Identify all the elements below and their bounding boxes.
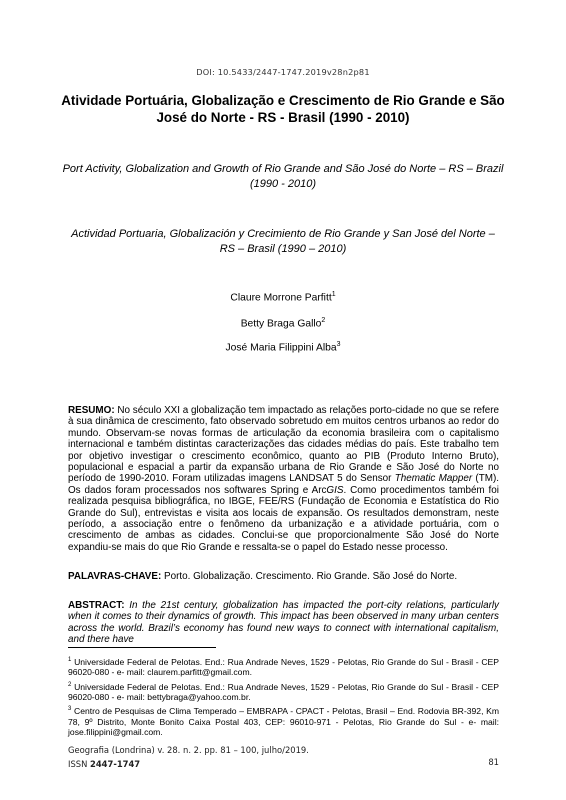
keywords-paragraph (68, 571, 499, 582)
author-3 (0, 341, 566, 353)
abstract-paragraph (68, 600, 499, 646)
abstract-label: ABSTRACT: (68, 600, 125, 611)
resumo-text-b: (TM). Os dados foram processados nos softwares Spring e Arc (68, 473, 499, 496)
footnote-2 (68, 680, 499, 703)
resumo-paragraph (68, 405, 499, 553)
issn-line (68, 757, 499, 771)
resumo-italic-b: GIS (326, 484, 344, 496)
resumo-text-a: No século XXI a globalização tem impactado as relações porto-cidade no que se refere à sua dinâmica de crescimento, fato observado sobretudo em muitos centros urbanos ao redor do mundo. Observam-se novas formas de articulação da economia brasileira com o capitalismo internacional e também distintas caracterizações das cidades médias do país. Este trabalho tem por objetivo investigar o crescimento econômico, quanto ao PIB (Produto Interno Bruto), populacional e espacial a partir da expansão urbana de Rio Grande e São José do Norte no período de 1990-2010. Foram utilizadas imagens LANDSAT 5 do Sensor (68, 405, 499, 485)
resumo-italic-a: Thematic Mapper (394, 473, 473, 485)
footnote-text: Universidade Federal de Pelotas. End.: Rua Andrade Neves, 1529 - Pelotas, Rio Grande do Sul - Brasil - CEP 96020-080 - e- mail: claurem.parfitt@gmail.com. (68, 656, 499, 678)
footnote-1 (68, 655, 499, 678)
title-english: Port Activity, Globalization and Growth of Rio Grande and São José do Norte – RS – Brazil (1990 - 2010) (62, 163, 504, 190)
keywords-text: Porto. Globalização. Crescimento. Rio Grande. São José do Norte. (161, 571, 458, 582)
page-footer (68, 743, 499, 771)
issn-label: ISSN (68, 759, 91, 769)
footnote-mark: 1 (68, 657, 72, 663)
resumo-label: RESUMO: (68, 405, 115, 416)
footnote-text: Universidade Federal de Pelotas. End.: Rua Andrade Neves, 1529 - Pelotas, Rio Grande do Sul - Brasil - CEP 96020-080 - e- mail: bettybraga@yahoo.com.br. (68, 681, 499, 702)
author-name: Betty Braga Gallo (240, 318, 322, 330)
footnote-mark: 3 (68, 706, 72, 713)
author-2 (0, 317, 566, 329)
resumo-text-c: . Como procedimentos também foi realizada pesquisa bibliográfica, no IBGE, FEE/RS (Fundação de Economia e Estatística do Rio Grande do Sul), entrevistas e visita aos locais de expansão. Os resultados demonstram, neste período, a associação entre o fenômeno da urbanização e a atividade portuária, com o crescimento de ambas as cidades. Conclui-se que proporcionalmente São José do Norte expandiu-se mais do que Rio Grande e ressalta-se o papel do Estado nesse processo. (68, 484, 499, 553)
footnote-mark: 1 (331, 291, 336, 298)
title-portuguese: Atividade Portuária, Globalização e Crescimento de Rio Grande e São José do Norte - RS - Brasil (1990 - 2010) (61, 93, 505, 125)
footnote-mark: 2 (68, 681, 72, 688)
title-spanish: Actividad Portuaria, Globalización y Crecimiento de Rio Grande y San José del Norte – RS – Brasil (1990 – 2010) (71, 228, 495, 255)
keywords-label: PALAVRAS-CHAVE: (68, 571, 162, 582)
footnote-mark: 2 (321, 317, 326, 324)
journal-citation: Geografia (Londrina) v. 28. n. 2. pp. 81 – 100, julho/2019. (68, 745, 309, 755)
footnote-divider (68, 647, 216, 648)
abstract-text: In the 21st century, globalization has impacted the port-city relations, particularly when it comes to their dynamics of growth. This impact has been observed in many urban centers across the world. Brazil’s economy has found new ways to connect with international capitalism, and there have (68, 600, 499, 646)
issn-value: 2447-1747 (90, 759, 141, 769)
footnotes (68, 655, 499, 739)
footnote-3 (68, 704, 499, 737)
author-name: José Maria Filippini Alba (225, 342, 337, 354)
footnote-text: Centro de Pesquisas de Clima Temperado – EMBRAPA - CPACT - Pelotas, Brasil – End. Rodovia BR-392, Km 78, 9º Distrito, Monte Bonito Caixa Postal 403, CEP: 96010-971 - Pelotas, Rio Grande do Sul - e- mail: jose.filippini@gmail.com. (68, 706, 499, 738)
page-number: 81 (488, 757, 499, 767)
author-name: Claure Morrone Parfitt (230, 292, 332, 304)
doi-line: DOI: 10.5433/2447-1747.2019v28n2p81 (196, 67, 370, 77)
footnote-mark: 3 (336, 341, 341, 348)
author-1 (0, 291, 566, 303)
